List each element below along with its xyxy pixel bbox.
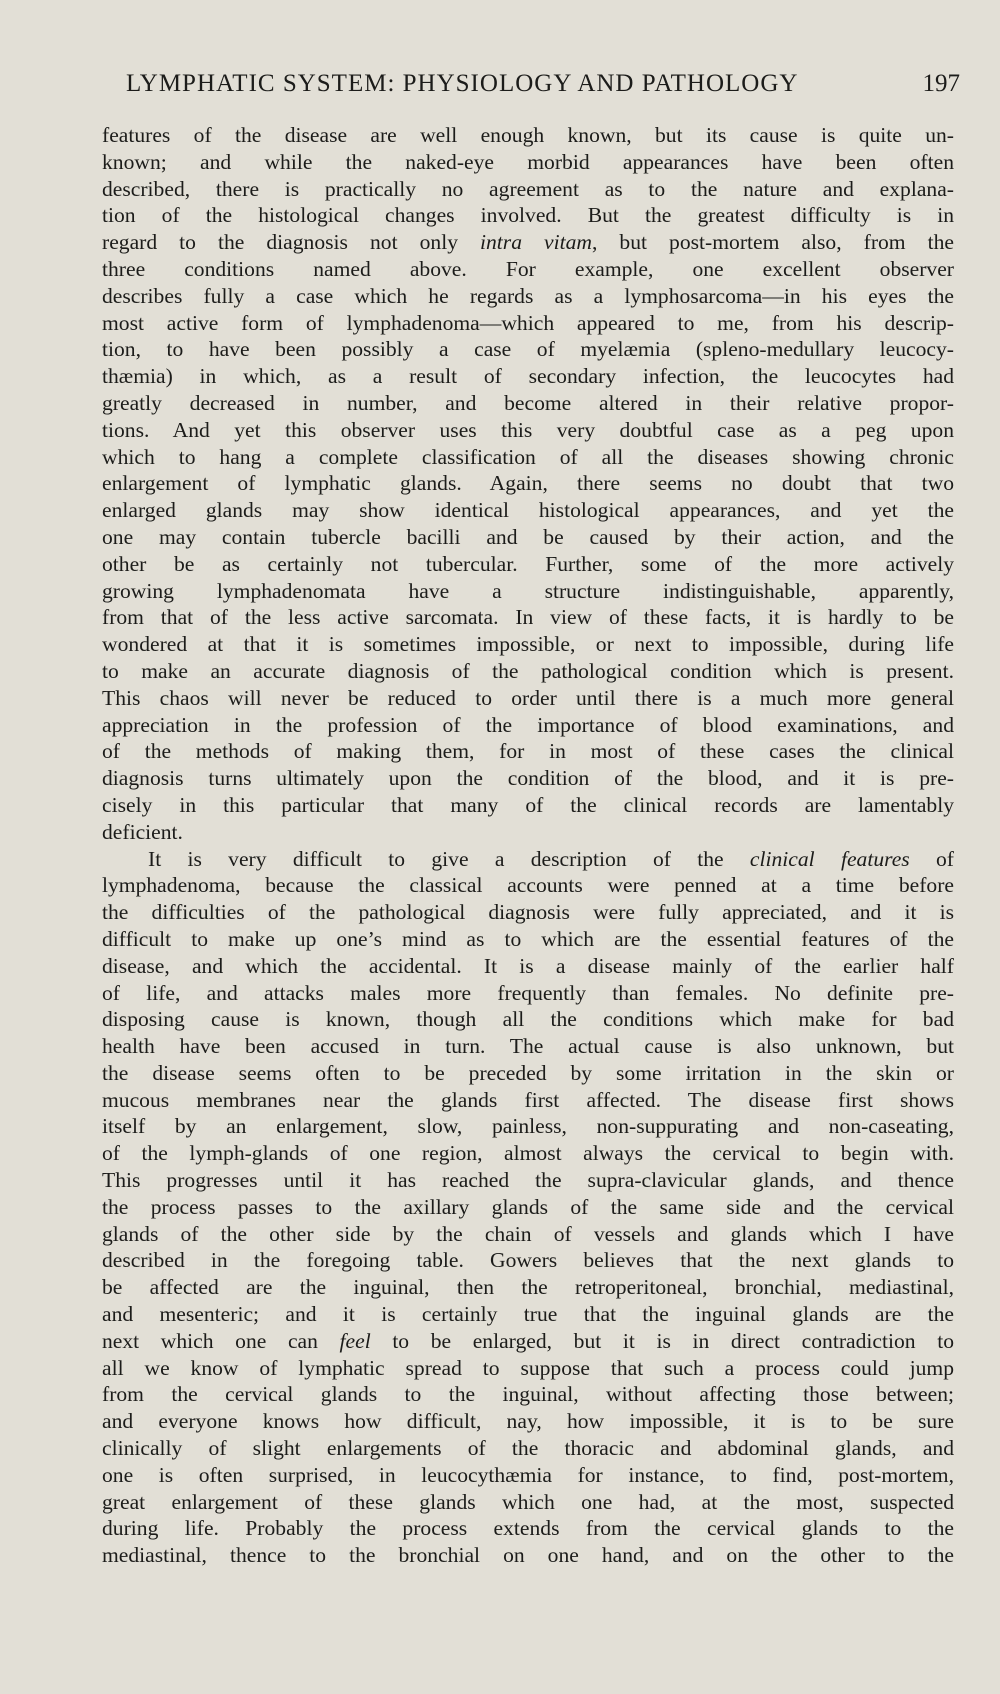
text-line: wondered at that it is sometimes impossible, or next to impossible, during life xyxy=(102,632,954,657)
text-line-with-italic xyxy=(102,1328,954,1355)
text-line: appreciation in the profession of the importance of blood examinations, and xyxy=(102,712,954,737)
text-line: features of the disease are well enough known, but its cause is quite un- xyxy=(102,123,954,147)
italic-phrase: intra vitam xyxy=(480,230,593,255)
text-line: described, there is practically no agreement as to the nature and explana- xyxy=(102,176,954,201)
text-line: tions. And yet this observer uses this very doubtful case as a peg upon xyxy=(102,417,954,442)
text-line: from the cervical glands to the inguinal, without affecting those between; xyxy=(102,1382,954,1407)
text-line: thæmia) in which, as a result of secondary infection, the leucocytes had xyxy=(102,364,954,389)
text-line: most active form of lymphadenoma—which appeared to me, from his descrip- xyxy=(102,310,954,335)
text-line-with-italic xyxy=(102,229,954,256)
text-line: difficult to make up one’s mind as to which are the essential features of the xyxy=(102,926,954,951)
text-line: and everyone knows how difficult, nay, how impossible, it is to be sure xyxy=(102,1409,954,1434)
text-line: cisely in this particular that many of the clinical records are lamentably xyxy=(102,792,954,817)
paragraph-2 xyxy=(102,846,954,1570)
text-line: mucous membranes near the glands first affected. The disease first shows xyxy=(102,1087,954,1112)
text-run: It is very difficult to give a description of the xyxy=(148,846,750,871)
text-line: the process passes to the axillary glands of the same side and the cervical xyxy=(102,1194,954,1219)
text-line: growing lymphadenomata have a structure indistinguishable, apparently, xyxy=(102,578,954,603)
text-line: glands of the other side by the chain of vessels and glands which I have xyxy=(102,1221,954,1246)
text-line: from that of the less active sarcomata. In view of these facts, it is hardly to be xyxy=(102,605,954,630)
text-line: tion of the histological changes involved. But the greatest difficulty is in xyxy=(102,203,954,228)
running-title: LYMPHATIC SYSTEM: PHYSIOLOGY AND PATHOLOGY xyxy=(126,70,799,97)
text-run: of xyxy=(909,846,954,871)
text-line: clinically of slight enlargements of the thoracic and abdominal glands, and xyxy=(102,1436,954,1461)
running-head xyxy=(118,70,960,110)
text-line: known; and while the naked-eye morbid appearances have been often xyxy=(102,149,954,174)
body-text xyxy=(102,122,954,1569)
text-line: to make an accurate diagnosis of the pathological condition which is present. xyxy=(102,658,954,683)
text-run: to be enlarged, but it is in direct contradiction to xyxy=(370,1328,954,1353)
text-line: This progresses until it has reached the supra-clavicular glands, and thence xyxy=(102,1168,954,1193)
text-line: which to hang a complete classification of all the diseases showing chronic xyxy=(102,444,954,469)
text-line: of the lymph-glands of one region, almost always the cervical to begin with. xyxy=(102,1141,954,1166)
text-line: one may contain tubercle bacilli and be caused by their action, and the xyxy=(102,524,954,549)
text-line: enlarged glands may show identical histological appearances, and yet the xyxy=(102,498,954,523)
text-line: other be as certainly not tubercular. Further, some of the more actively xyxy=(102,551,954,576)
text-line: one is often surprised, in leucocythæmia for instance, to find, post-mortem, xyxy=(102,1462,954,1487)
text-line: three conditions named above. For example, one excellent observer xyxy=(102,256,954,281)
text-line-with-italic xyxy=(102,846,954,873)
text-line: of life, and attacks males more frequently than females. No definite pre- xyxy=(102,980,954,1005)
text-run: regard to the diagnosis not only xyxy=(102,230,481,255)
text-line: health have been accused in turn. The actual cause is also unknown, but xyxy=(102,1034,954,1059)
text-line: the disease seems often to be preceded by some irritation in the skin or xyxy=(102,1060,954,1085)
page-number: 197 xyxy=(922,70,960,97)
text-line: and mesenteric; and it is certainly true that the inguinal glands are the xyxy=(102,1302,954,1327)
text-line: describes fully a case which he regards as a lymphosarcoma—in his eyes the xyxy=(102,283,954,308)
text-line: disposing cause is known, though all the conditions which make for bad xyxy=(102,1007,954,1032)
text-line: be affected are the inguinal, then the retroperitoneal, bronchial, mediastinal, xyxy=(102,1275,954,1300)
italic-phrase: clinical features xyxy=(749,846,910,871)
text-run: next which one can xyxy=(102,1328,340,1353)
text-line: the difficulties of the pathological diagnosis were fully appreciated, and it is xyxy=(102,900,954,925)
text-line: tion, to have been possibly a case of myelæmia (spleno-medullary leucocy- xyxy=(102,337,954,362)
text-line: disease, and which the accidental. It is a disease mainly of the earlier half xyxy=(102,953,954,978)
text-line: described in the foregoing table. Gowers believes that the next glands to xyxy=(102,1248,954,1273)
text-line: mediastinal, thence to the bronchial on one hand, and on the other to the xyxy=(102,1543,954,1568)
text-line: deficient. xyxy=(102,819,183,844)
italic-phrase: feel xyxy=(339,1328,371,1353)
text-line: great enlargement of these glands which one had, at the most, suspected xyxy=(102,1489,954,1514)
text-line: itself by an enlargement, slow, painless, non-suppurating and non-caseating, xyxy=(102,1114,954,1139)
text-line: of the methods of making them, for in most of these cases the clinical xyxy=(102,739,954,764)
text-line: during life. Probably the process extends from the cervical glands to the xyxy=(102,1516,954,1541)
text-line: diagnosis turns ultimately upon the condition of the blood, and it is pre- xyxy=(102,766,954,791)
text-line: greatly decreased in number, and become altered in their relative propor- xyxy=(102,390,954,415)
text-line: enlargement of lymphatic glands. Again, there seems no doubt that two xyxy=(102,471,954,496)
text-line: lymphadenoma, because the classical accounts were penned at a time before xyxy=(102,873,954,898)
text-line: This chaos will never be reduced to order until there is a much more general xyxy=(102,685,954,710)
text-line: all we know of lymphatic spread to suppose that such a process could jump xyxy=(102,1355,954,1380)
paragraph-1 xyxy=(102,122,954,846)
text-run: , but post-mortem also, from the xyxy=(592,230,955,255)
